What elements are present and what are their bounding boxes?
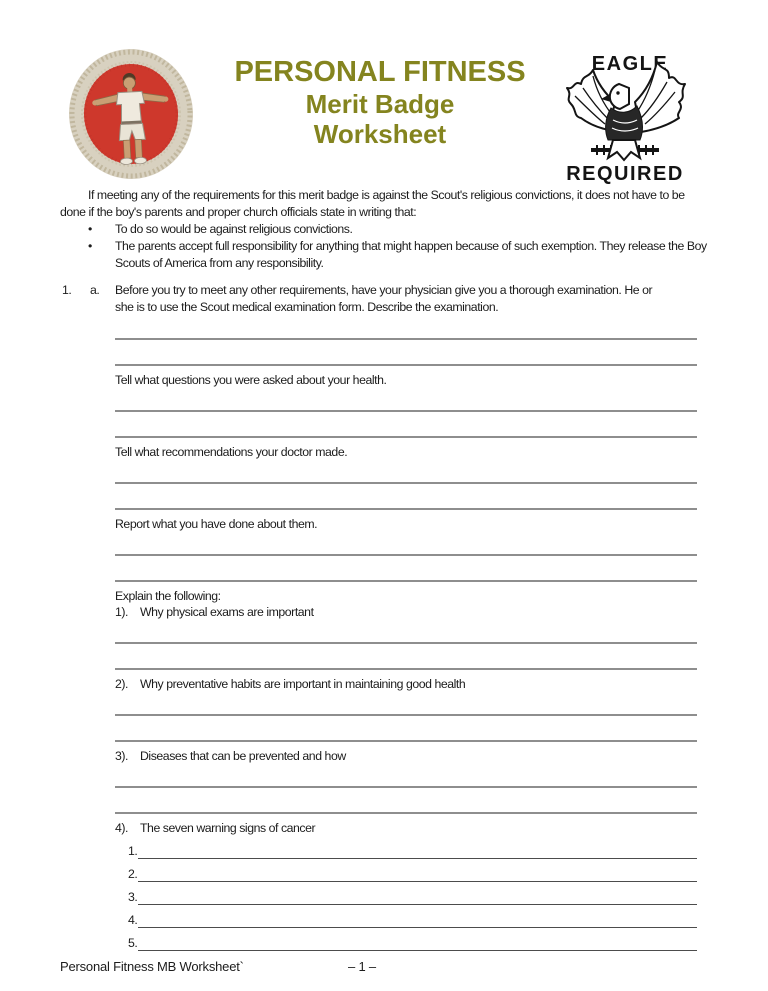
cancer-sign-line-2 xyxy=(128,859,697,882)
cancer-sign-line-5 xyxy=(128,928,697,951)
requirement-1a xyxy=(60,282,710,316)
title-line-3: Worksheet xyxy=(313,119,447,149)
answer-lines xyxy=(115,388,697,438)
answer-line xyxy=(115,644,697,670)
title-line-2: Merit Badge xyxy=(305,89,455,119)
cancer-sign-line-1 xyxy=(128,836,697,859)
sub-item-text: The seven warning signs of cancer xyxy=(140,821,316,835)
sub-item-text: Why preventative habits are important in maintaining good health xyxy=(140,677,466,691)
answer-lines xyxy=(115,460,697,510)
title-line-1: PERSONAL FITNESS xyxy=(234,56,526,88)
question-recommendations: Tell what recommendations your doctor made. xyxy=(115,445,348,459)
merit-badge-icon xyxy=(66,46,196,184)
sub-item-text: Why physical exams are important xyxy=(140,605,314,619)
answer-lines xyxy=(115,692,697,742)
bullet-item-1 xyxy=(60,221,710,238)
sub-item-label: 3). xyxy=(115,749,129,763)
footer-page-number: – 1 – xyxy=(348,959,376,974)
answer-line xyxy=(115,532,697,556)
answer-line xyxy=(138,927,697,928)
intro-paragraph: If meeting any of the requirements for this merit badge is against the Scout's religious convictions, it does not have to be done if the boy's parents and proper church officials state in writing that: xyxy=(60,188,685,219)
sub-item-4 xyxy=(115,820,710,836)
answer-lines xyxy=(115,316,697,366)
cancer-line-number: 1. xyxy=(128,844,138,858)
answer-lines xyxy=(115,620,697,670)
requirements-section xyxy=(60,282,710,951)
cancer-line-number: 5. xyxy=(128,936,138,950)
answer-line xyxy=(115,412,697,438)
question-report: Report what you have done about them. xyxy=(115,517,318,531)
eagle-label-bottom: REQUIRED xyxy=(566,163,684,184)
sub-item-text: Diseases that can be prevented and how xyxy=(140,749,346,763)
bullet-item-2 xyxy=(60,238,710,272)
eagle-label-top: EAGLE xyxy=(591,53,669,75)
answer-line xyxy=(138,950,697,951)
answer-line xyxy=(115,316,697,340)
sub-item-label: 2). xyxy=(115,677,129,691)
answer-line xyxy=(138,858,697,859)
eagle-icon xyxy=(547,44,702,184)
cancer-sign-line-4 xyxy=(128,905,697,928)
requirement-number: 1. xyxy=(62,283,72,297)
cancer-line-number: 3. xyxy=(128,890,138,904)
answer-line xyxy=(115,764,697,788)
explain-heading: Explain the following: xyxy=(115,589,221,603)
sub-item-label: 1). xyxy=(115,605,129,619)
answer-line xyxy=(115,692,697,716)
cancer-sign-line-3 xyxy=(128,882,697,905)
question-health: Tell what questions you were asked about your health. xyxy=(115,373,387,387)
answer-line xyxy=(115,716,697,742)
answer-line xyxy=(115,460,697,484)
answer-lines xyxy=(115,764,697,814)
bullet-icon: • xyxy=(88,222,92,236)
answer-line xyxy=(138,881,697,882)
answer-line xyxy=(115,484,697,510)
requirement-text: Before you try to meet any other requirements, have your physician give you a thorough examination. He or she is to use the Scout medical examination form. Describe the examination. xyxy=(115,283,653,314)
bullet-icon: • xyxy=(88,239,92,253)
intro-section xyxy=(60,187,710,272)
answer-line xyxy=(115,340,697,366)
answer-line xyxy=(115,620,697,644)
header xyxy=(0,0,768,182)
answer-line xyxy=(138,904,697,905)
page-title xyxy=(210,56,550,149)
cancer-line-number: 4. xyxy=(128,913,138,927)
bullet-text: To do so would be against religious convictions. xyxy=(115,222,353,236)
eagle-required-emblem xyxy=(547,44,702,184)
bullet-text: The parents accept full responsibility for anything that might happen because of such exemption. They release the Boy Scouts of America from any responsibility. xyxy=(115,239,707,270)
footer-doc-title: Personal Fitness MB Worksheet` xyxy=(60,959,244,974)
answer-line xyxy=(115,388,697,412)
answer-lines xyxy=(115,532,697,582)
answer-line xyxy=(115,788,697,814)
personal-fitness-merit-badge-emblem xyxy=(66,46,196,184)
sub-item-2 xyxy=(115,676,710,692)
sub-item-3 xyxy=(115,748,710,764)
sub-item-label: 4). xyxy=(115,821,129,835)
answer-line xyxy=(115,556,697,582)
footer xyxy=(60,958,710,975)
sub-item-1 xyxy=(115,604,710,620)
requirement-letter: a. xyxy=(90,283,100,297)
cancer-line-number: 2. xyxy=(128,867,138,881)
